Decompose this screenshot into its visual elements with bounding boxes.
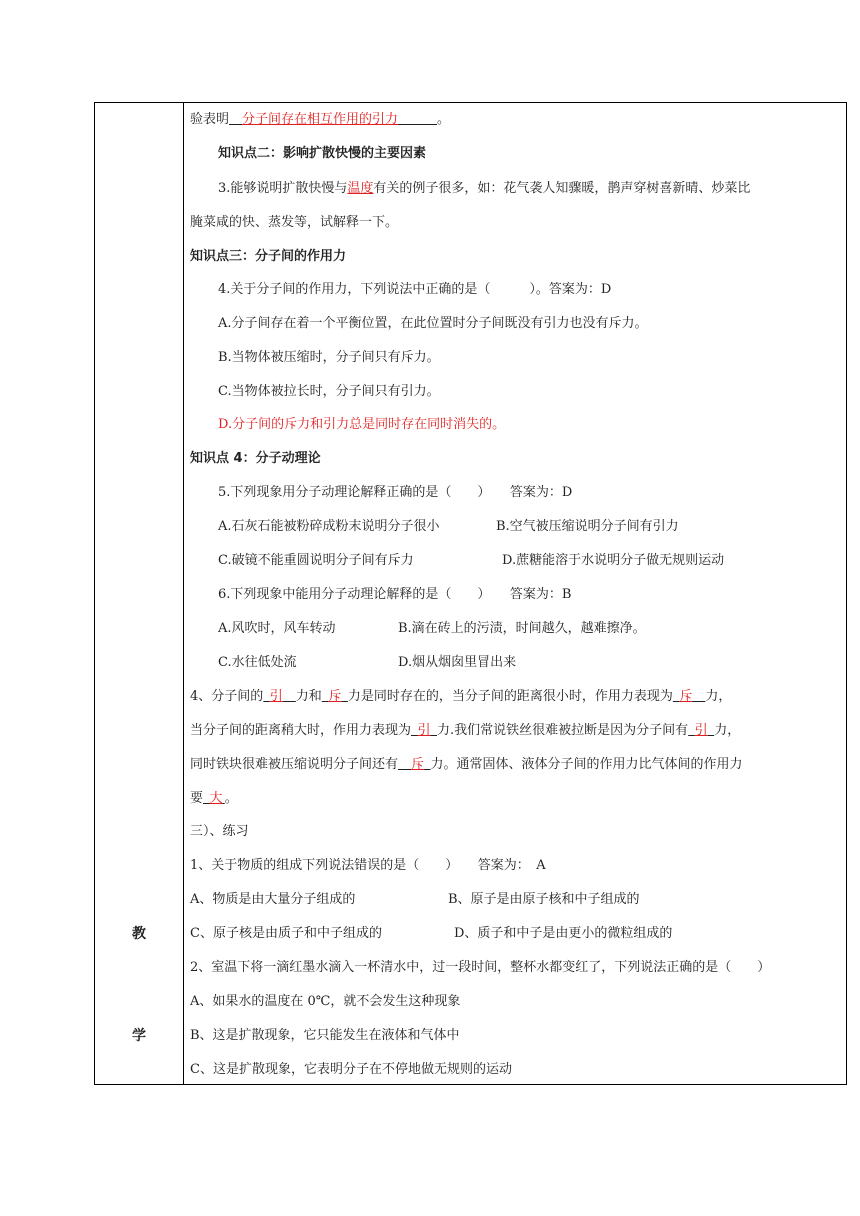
heading-knowledge-4: 知识点 4：分子动理论 <box>190 451 321 466</box>
fill-blank-line3 <box>190 756 743 774</box>
q5-options-ab <box>218 518 679 536</box>
heading-knowledge-2: 知识点二：影响扩散快慢的主要因素 <box>218 146 427 161</box>
q5-option-a: A.石灰石能被粉碎成粉末说明分子很小 <box>218 519 440 534</box>
p1-option-d: D、质子和中子是由更小的微粒组成的 <box>454 926 673 941</box>
q5-option-c: C.破镜不能重圆说明分子间有斥力 <box>218 553 414 568</box>
q5-option-b: B.空气被压缩说明分子间有引力 <box>496 519 679 534</box>
q6-option-a: A.风吹时，风车转动 <box>218 621 336 636</box>
fill-blank-line2 <box>190 722 740 740</box>
question-6: 6.下列现象中能用分子动理论解释的是（ ） 答案为：B <box>218 587 572 602</box>
p1-option-b: B、原子是由原子核和中子组成的 <box>448 892 640 907</box>
line-conclusion <box>190 111 450 129</box>
q6-option-b: B.滴在砖上的污渍，时间越久，越难擦净。 <box>398 621 646 636</box>
section-practice: 三）、练习 <box>190 824 249 839</box>
question-5: 5.下列现象用分子动理论解释正确的是（ ） 答案为：D <box>218 485 573 500</box>
answer-chi-1: 斥 <box>328 689 342 704</box>
fill-text-10: 要 <box>190 791 204 806</box>
fill-text-7: 力， <box>714 723 741 738</box>
fill-text-4: 力， <box>705 689 732 704</box>
p2-option-a: A、如果水的温度在 0℃，就不会发生这种现象 <box>190 994 461 1009</box>
practice-1-options-cd <box>190 925 673 943</box>
q5-option-d: D.蔗糖能溶于水说明分子做无规则运动 <box>502 553 725 568</box>
p2-option-b: B、这是扩散现象，它只能发生在液体和气体中 <box>190 1028 460 1043</box>
question-3-line2: 腌菜咸的快、蒸发等，试解释一下。 <box>190 215 399 230</box>
q6-options-cd <box>218 654 517 672</box>
p1-option-c: C、原子核是由质子和中子组成的 <box>190 926 382 941</box>
fill-blank-line4 <box>190 790 238 808</box>
conclusion-prefix: 验表明 <box>190 112 230 127</box>
answer-temperature: 温度 <box>347 181 374 196</box>
q4-option-c: C.当物体被拉长时，分子间只有引力。 <box>218 384 440 399</box>
answer-da: 大 <box>209 791 223 806</box>
fill-text-1: 4、分子间的 <box>190 689 264 704</box>
heading-knowledge-3: 知识点三：分子间的作用力 <box>190 249 347 264</box>
q6-option-c: C.水往低处流 <box>218 655 297 670</box>
q5-options-cd <box>218 552 725 570</box>
fill-text-2: 力和 <box>295 689 322 704</box>
fill-text-6: 力.我们常说铁丝很难被拉断是因为分子间有 <box>437 723 689 738</box>
fill-blank-line1 <box>190 688 731 706</box>
fill-text-3: 力是同时存在的，当分子间的距离很小时，作用力表现为 <box>347 689 673 704</box>
answer-chi-2: 斥 <box>679 689 693 704</box>
answer-yin-1: 引 <box>269 689 283 704</box>
side-label-jiao: 教 <box>132 926 146 942</box>
q6-options-ab <box>218 620 646 638</box>
q6-option-d: D.烟从烟囱里冒出来 <box>398 655 517 670</box>
p1-option-a: A、物质是由大量分子组成的 <box>190 892 356 907</box>
practice-1-options-ab <box>190 891 640 909</box>
conclusion-suffix: 。 <box>437 112 451 127</box>
answer-yin-2: 引 <box>417 723 431 738</box>
q3-suffix: 有关的例子很多，如：花气袭人知骤暖，鹊声穿树喜新晴、炒菜比 <box>373 181 751 196</box>
fill-text-9: 力。通常固体、液体分子间的作用力比气体间的作用力 <box>430 757 743 772</box>
answer-chi-3: 斥 <box>411 757 425 772</box>
fill-text-11: 。 <box>224 791 238 806</box>
column-divider <box>183 103 184 1084</box>
question-3 <box>218 180 750 198</box>
answer-yin-3: 引 <box>694 723 708 738</box>
q4-option-b: B.当物体被压缩时，分子间只有斥力。 <box>218 350 440 365</box>
p2-option-c: C、这是扩散现象，它表明分子在不停地做无规则的运动 <box>190 1062 512 1077</box>
q3-prefix: 3.能够说明扩散快慢与 <box>218 181 348 196</box>
practice-2: 2、室温下将一滴红墨水滴入一杯清水中，过一段时间，整杯水都变红了，下列说法正确的是（ ） <box>190 960 771 975</box>
side-label-xue: 学 <box>132 1028 146 1044</box>
question-4: 4.关于分子间的作用力，下列说法中正确的是（ ）。答案为：D <box>218 282 612 297</box>
fill-text-8: 同时铁块很难被压缩说明分子间还有 <box>190 757 399 772</box>
answer-attraction: 分子间存在相互作用的引力 <box>242 112 399 127</box>
practice-1: 1、关于物质的组成下列说法错误的是（ ） 答案为： A <box>190 858 546 873</box>
fill-text-5: 当分子间的距离稍大时，作用力表现为 <box>190 723 412 738</box>
q4-option-a: A.分子间存在着一个平衡位置，在此位置时分子间既没有引力也没有斥力。 <box>218 316 648 331</box>
q4-option-d: D.分子间的斥力和引力总是同时存在同时消失的。 <box>218 417 506 432</box>
